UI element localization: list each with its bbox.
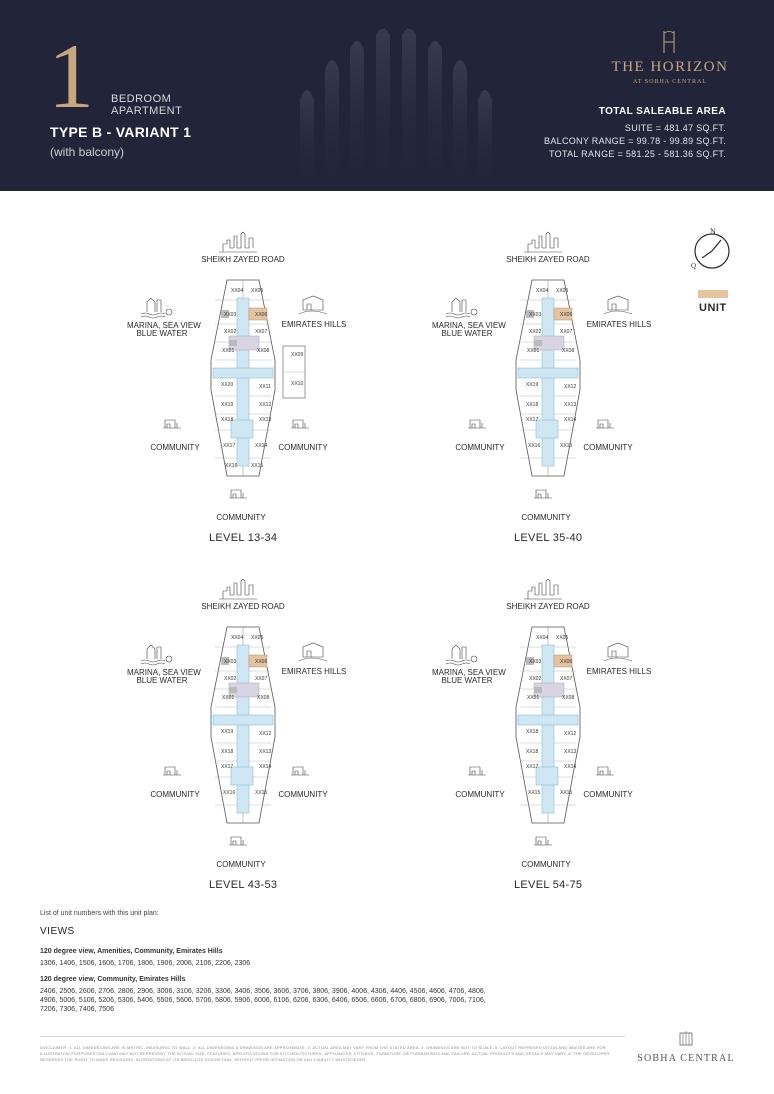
- footer-brand: SOBHA CENTRAL: [637, 1053, 735, 1064]
- floor-plan: [127, 230, 357, 560]
- unit-number: XX18: [221, 417, 234, 423]
- unit-number: XX16: [225, 463, 238, 469]
- view-group-title: 120 degree view, Amenities, Community, Emirates Hills: [40, 948, 223, 955]
- corridor: [213, 368, 273, 378]
- community-icon: [229, 490, 247, 498]
- marina-icon: [446, 298, 470, 318]
- unit-number: XX08: [257, 695, 270, 701]
- unit-number: XX01: [527, 695, 540, 701]
- community-label: COMMUNITY: [150, 443, 200, 452]
- area-title: TOTAL SALEABLE AREA: [598, 106, 726, 117]
- service-block: [229, 340, 237, 346]
- level-label: LEVEL 13-34: [209, 532, 278, 544]
- level-label: LEVEL 54-75: [514, 879, 583, 891]
- unit-number: XX11: [259, 384, 271, 390]
- unit-number: XX12: [259, 402, 272, 408]
- unit-type: TYPE B - VARIANT 1: [50, 124, 192, 140]
- unit-number: XX02: [224, 676, 237, 682]
- community-icon: [163, 420, 181, 428]
- unit-number: XX04: [231, 635, 244, 641]
- floor-plan-drawing: [127, 230, 357, 530]
- service-block: [534, 340, 542, 346]
- service-block: [229, 687, 237, 693]
- unit-number: XX13: [564, 749, 577, 755]
- community-label: COMMUNITY: [583, 443, 633, 452]
- bedroom-count: 1: [48, 25, 94, 127]
- corridor: [518, 715, 578, 725]
- view-group-units: 1306, 1406, 1506, 1606, 1706, 1806, 1906, 2006, 2106, 2206, 2306: [40, 960, 251, 967]
- level-label: LEVEL 35-40: [514, 532, 583, 544]
- corridor: [237, 645, 249, 813]
- view-label: MARINA, SEA VIEW: [127, 321, 201, 330]
- sun-icon: [166, 309, 172, 315]
- brand-name: THE HORIZON: [611, 59, 729, 75]
- unit-number: XX04: [536, 288, 549, 294]
- corridor: [542, 298, 554, 466]
- view-label: EMIRATES HILLS: [281, 320, 347, 329]
- compass-q: Q: [691, 262, 697, 270]
- floor-plan: [432, 230, 662, 560]
- view-label: MARINA, SEA VIEW: [432, 321, 506, 330]
- community-icon: [534, 837, 552, 845]
- marina-icon: [446, 645, 470, 665]
- sun-icon: [471, 309, 477, 315]
- horizon-logo-icon: [657, 30, 681, 54]
- core: [231, 420, 253, 438]
- unit-number: XX01: [222, 695, 235, 701]
- unit-number: XX07: [255, 329, 268, 335]
- unit-number: XX12: [259, 731, 272, 737]
- unit-number: XX19: [221, 402, 234, 408]
- unit-list-intro: List of unit numbers with this unit plan:: [40, 910, 159, 917]
- unit-number: XX12: [564, 731, 577, 737]
- bedroom-label-line1: BEDROOM: [111, 93, 172, 105]
- community-icon: [291, 420, 309, 428]
- unit-legend-label: UNIT: [699, 302, 727, 314]
- view-label: EMIRATES HILLS: [586, 667, 652, 676]
- community-icon: [291, 767, 309, 775]
- unit-number: XX05: [556, 288, 569, 294]
- community-label: COMMUNITY: [521, 513, 571, 522]
- unit-number: XX13: [564, 402, 577, 408]
- unit-note: (with balcony): [50, 145, 125, 159]
- floor-plan-drawing: [432, 577, 662, 877]
- unit-number: XX17: [526, 417, 539, 423]
- unit-number: XX14: [259, 764, 272, 770]
- view-label: EMIRATES HILLS: [586, 320, 652, 329]
- compass-icon: [690, 227, 734, 271]
- villa-icon: [299, 643, 327, 661]
- unit-number: XX15: [255, 790, 268, 796]
- community-label: COMMUNITY: [216, 860, 266, 869]
- unit-number: XX12: [564, 384, 577, 390]
- unit-number: XX02: [529, 676, 542, 682]
- corridor: [213, 715, 273, 725]
- unit-number: XX17: [221, 764, 234, 770]
- core: [231, 767, 253, 785]
- skyline-icon: [524, 232, 562, 252]
- unit-number: XX07: [560, 676, 573, 682]
- view-group-units: 2406, 2506, 2606, 2706, 2806, 2906, 3006, 3106, 3206, 3306, 3406, 3506, 3606, 3706, 3806, 3906, 4006, 4306, 4406, 4506, 4606, 4706, 4806, 4906, 5006, 5106, 5206, 5306, 5406, 5506, 5606, 5706, 5806, 5906, 6006, 6106, 6206, 6306, 6406, 6506, 6606, 6706, 6806, 6906, 7006, 7106, 7206, 7306, 7406, 7506: [40, 988, 486, 1013]
- marina-icon: [141, 298, 165, 318]
- unit-number: XX19: [526, 382, 539, 388]
- view-label: BLUE WATER: [441, 676, 493, 685]
- corridor: [237, 298, 249, 466]
- divider: [40, 1036, 625, 1037]
- unit-number: XX07: [560, 329, 573, 335]
- bedroom-label-line2: APARTMENT: [111, 105, 183, 117]
- unit-number: XX14: [564, 417, 577, 423]
- community-label: COMMUNITY: [455, 443, 505, 452]
- area-balcony: BALCONY RANGE = 99.78 - 99.89 SQ.FT.: [544, 136, 726, 146]
- unit-number: XX14: [564, 764, 577, 770]
- community-icon: [468, 767, 486, 775]
- decorative-arches: [290, 20, 520, 191]
- unit-legend-swatch: [698, 290, 728, 298]
- road-label: SHEIKH ZAYED ROAD: [201, 602, 285, 611]
- unit-number: XX03: [529, 312, 542, 318]
- unit-number: XX17: [223, 443, 236, 449]
- saleable-area: [544, 106, 726, 161]
- unit-number: XX05: [251, 635, 264, 641]
- community-label: COMMUNITY: [278, 790, 328, 799]
- villa-icon: [604, 296, 632, 314]
- unit-number: XX17: [526, 764, 539, 770]
- core: [536, 420, 558, 438]
- community-icon: [534, 490, 552, 498]
- community-icon: [596, 420, 614, 428]
- road-label: SHEIKH ZAYED ROAD: [201, 255, 285, 264]
- unit-number: XX01: [527, 348, 540, 354]
- skyline-icon: [524, 579, 562, 599]
- community-label: COMMUNITY: [150, 790, 200, 799]
- unit-number: XX18: [221, 749, 234, 755]
- community-icon: [163, 767, 181, 775]
- view-label: MARINA, SEA VIEW: [127, 668, 201, 677]
- community-label: COMMUNITY: [521, 860, 571, 869]
- villa-icon: [604, 643, 632, 661]
- brand-subtitle: AT SOBHA CENTRAL: [633, 79, 707, 85]
- community-label: COMMUNITY: [278, 443, 328, 452]
- disclaimer: DISCLAIMER: 1. ALL DIMENSIONS ARE IN METRIC, MEASURED TO WALL. 2. ALL DIMENSIONS & DRAWINGS ARE APPROXIMATE. 3. ACTUAL AREA MAY VARY FROM THE STATED AREA. 4. DRAWINGS ARE NOT TO SCALE. 5. LAYOUT REPRESENTATION AND IMAGES ARE FOR ILLUSTRATIVE PURPOSES ONLY AND MAY NOT REPRESENT THE ACTUAL SIZE, FEATURES, SPECIFICATIONS FOR KITCHEN FIXTURES, APPLIANCES, FITTINGS, FURNITURE OR FURNISHINGS AND FAILURE. ACTUAL PRODUCTS AND DETAILS MAY VARY. 6. THE DEVELOPER RESERVES THE RIGHT TO MAKE REVISIONS, ALTERATIONS AT ITS ABSOLUTE DISCRETION, WITHOUT PRIOR INTIMATION OR ANY LIABILITY WHATSOEVER.: [40, 1045, 610, 1062]
- community-icon: [229, 837, 247, 845]
- header-banner: [0, 0, 774, 191]
- unit-number: XX18: [526, 729, 539, 735]
- unit-number: XX02: [529, 329, 542, 335]
- unit-number: XX04: [231, 288, 244, 294]
- skyline-icon: [219, 232, 257, 252]
- core: [536, 767, 558, 785]
- unit-number: XX15: [251, 463, 264, 469]
- unit-number: XX14: [255, 443, 268, 449]
- unit-number: XX09: [291, 352, 304, 358]
- community-label: COMMUNITY: [455, 790, 505, 799]
- unit-number: XX06: [255, 312, 268, 318]
- view-group-title: 120 degree view, Community, Emirates Hills: [40, 976, 186, 983]
- unit-number: XX07: [255, 676, 268, 682]
- unit-number: XX18: [526, 749, 539, 755]
- area-total: TOTAL RANGE = 581.25 - 581.36 SQ.FT.: [549, 149, 726, 159]
- floor-plan-drawing: [432, 230, 662, 530]
- views-heading: VIEWS: [40, 926, 75, 937]
- unit-number: XX15: [560, 443, 573, 449]
- unit-number: XX16: [223, 790, 236, 796]
- community-icon: [596, 767, 614, 775]
- unit-number: XX03: [224, 312, 237, 318]
- unit-number: XX08: [257, 348, 270, 354]
- compass-north: N: [710, 227, 716, 236]
- unit-number: XX15: [528, 790, 541, 796]
- unit-number: XX06: [255, 659, 268, 665]
- unit-number: XX15: [560, 790, 573, 796]
- road-label: SHEIKH ZAYED ROAD: [506, 255, 590, 264]
- view-label: BLUE WATER: [136, 329, 188, 338]
- view-label: BLUE WATER: [136, 676, 188, 685]
- unit-number: XX06: [560, 312, 573, 318]
- unit-number: XX20: [221, 382, 234, 388]
- marina-icon: [141, 645, 165, 665]
- floor-plan-drawing: [127, 577, 357, 877]
- unit-number: XX02: [224, 329, 237, 335]
- area-suite: SUITE = 481.47 SQ.FT.: [624, 123, 726, 133]
- sobha-logo-icon: [679, 1030, 693, 1046]
- floor-plan: [127, 577, 357, 907]
- sun-icon: [166, 656, 172, 662]
- unit-number: XX05: [251, 288, 264, 294]
- view-label: MARINA, SEA VIEW: [432, 668, 506, 677]
- corridor: [518, 368, 578, 378]
- unit-number: XX05: [556, 635, 569, 641]
- unit-number: XX01: [222, 348, 235, 354]
- service-block: [534, 687, 542, 693]
- villa-icon: [299, 296, 327, 314]
- level-label: LEVEL 43-53: [209, 879, 278, 891]
- road-label: SHEIKH ZAYED ROAD: [506, 602, 590, 611]
- unit-number: XX08: [562, 348, 575, 354]
- unit-number: XX10: [291, 381, 304, 387]
- unit-number: XX08: [562, 695, 575, 701]
- floor-plan: [432, 577, 662, 907]
- sun-icon: [471, 656, 477, 662]
- bedroom-label: [111, 93, 182, 117]
- corridor: [542, 645, 554, 813]
- community-icon: [468, 420, 486, 428]
- unit-number: XX04: [536, 635, 549, 641]
- unit-number: XX16: [528, 443, 541, 449]
- unit-number: XX13: [259, 749, 272, 755]
- community-label: COMMUNITY: [583, 790, 633, 799]
- unit-number: XX06: [560, 659, 573, 665]
- view-label: BLUE WATER: [441, 329, 493, 338]
- unit-number: XX03: [224, 659, 237, 665]
- unit-number: XX13: [259, 417, 272, 423]
- community-label: COMMUNITY: [216, 513, 266, 522]
- unit-number: XX18: [526, 402, 539, 408]
- view-label: EMIRATES HILLS: [281, 667, 347, 676]
- unit-number: XX03: [529, 659, 542, 665]
- skyline-icon: [219, 579, 257, 599]
- unit-number: XX19: [221, 729, 234, 735]
